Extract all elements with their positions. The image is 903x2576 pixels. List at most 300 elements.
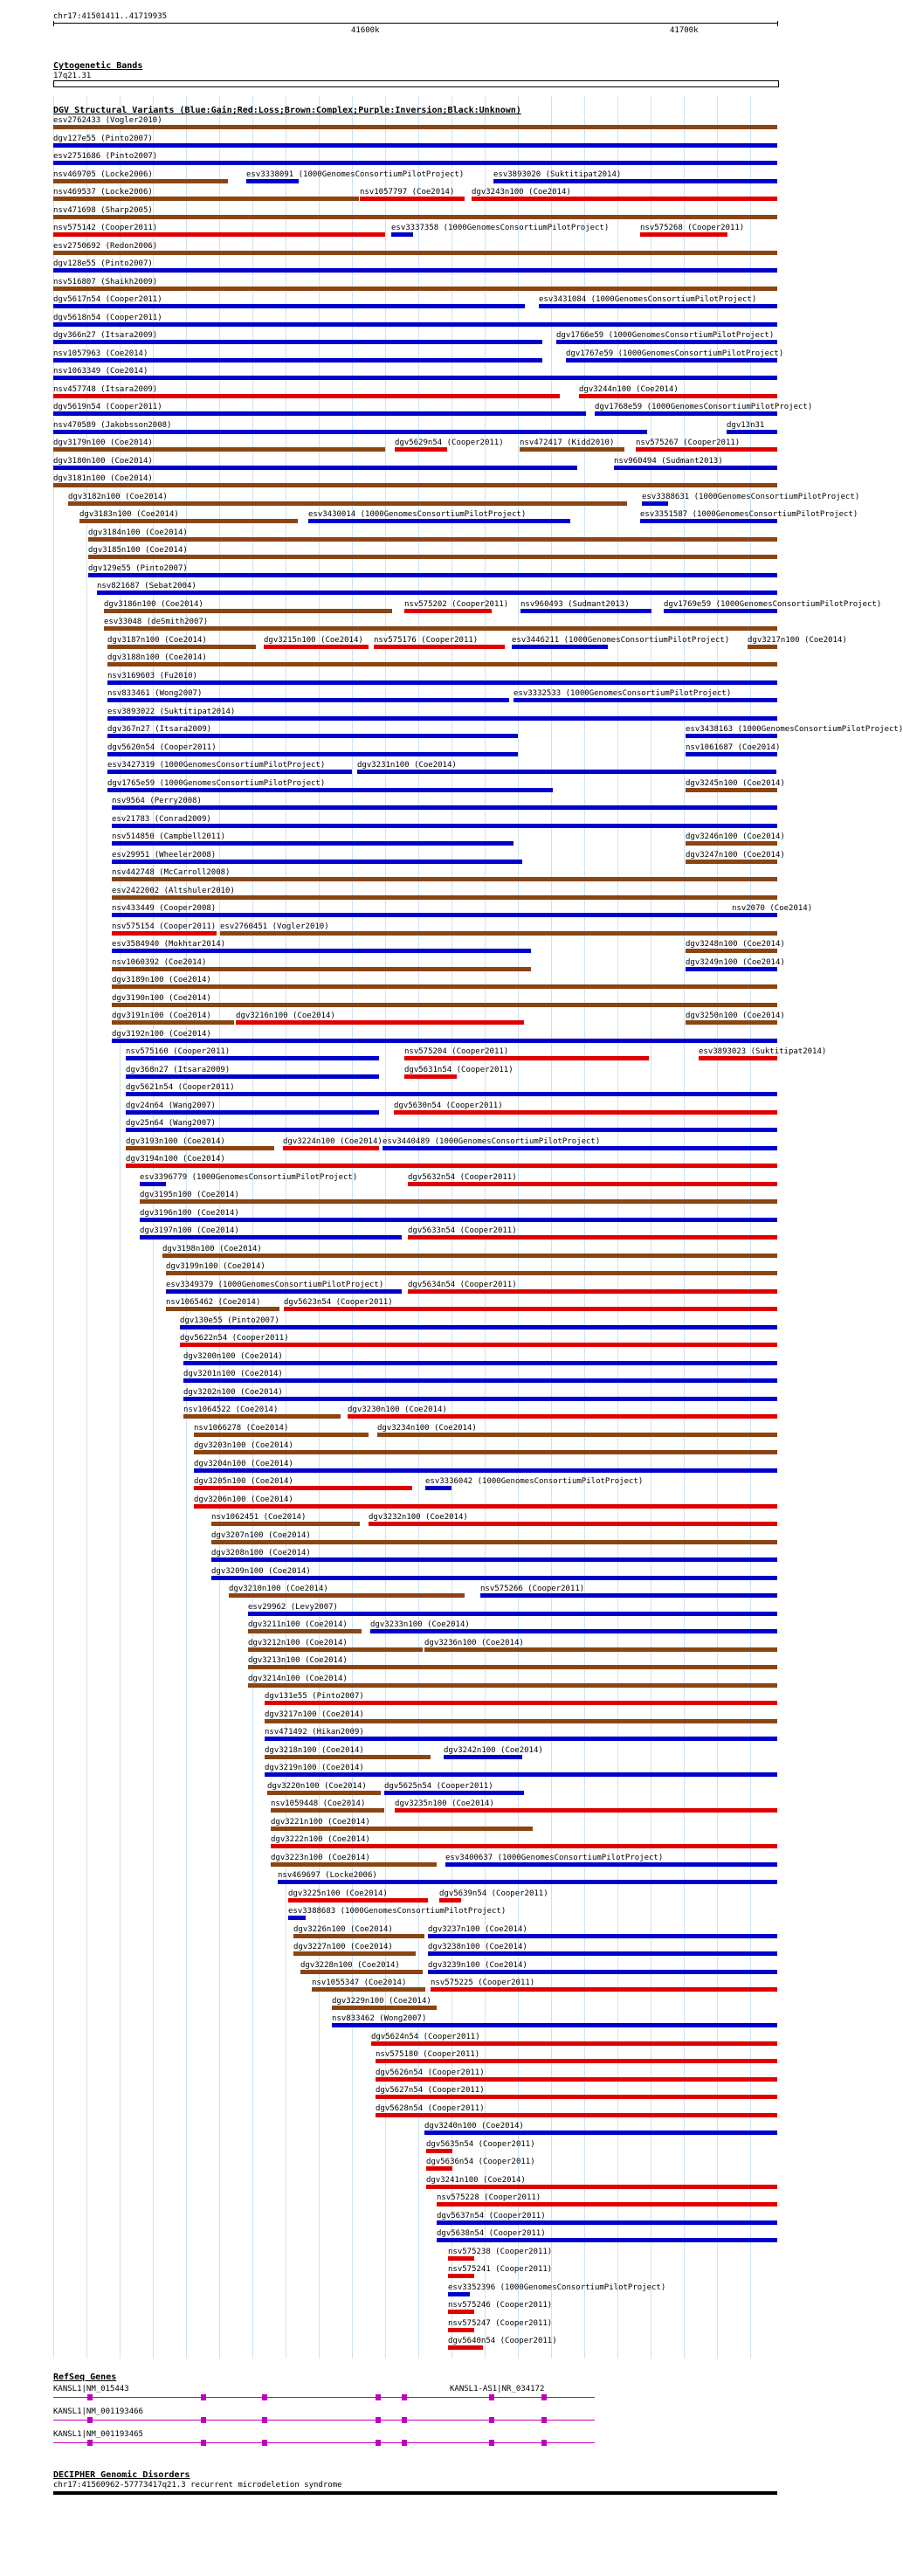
variant-label[interactable]: esv3400637 (1000GenomesConsortiumPilotProject) [445, 1853, 664, 1862]
variant-label[interactable]: dgv5623n54 (Cooper2011) [284, 1298, 393, 1307]
variant-label[interactable]: nsv3169603 (Fu2010) [107, 671, 197, 680]
variant-bar[interactable] [448, 2292, 470, 2296]
variant-label[interactable]: dgv5619n54 (Cooper2011) [53, 403, 162, 411]
variant-label[interactable]: esv3338091 (1000GenomesConsortiumPilotProject) [246, 169, 465, 179]
variant-bar[interactable] [288, 1898, 428, 1903]
variant-label[interactable]: dgv5622n54 (Cooper2011) [180, 1334, 289, 1343]
variant-bar[interactable] [112, 949, 531, 953]
variant-label[interactable]: dgv3227n100 (Coe2014) [293, 1943, 393, 1951]
variant-label[interactable]: dgv3203n100 (Coe2014) [194, 1441, 293, 1450]
variant-label[interactable]: dgv5627n54 (Cooper2011) [376, 2086, 485, 2095]
decipher-entry[interactable]: chr17:41560962-57773417q21.3 recurrent microdeletion syndrome [53, 2480, 342, 2490]
variant-bar[interactable] [194, 1468, 777, 1473]
variant-label[interactable]: esv3438163 (1000GenomesConsortiumPilotProject) [686, 725, 903, 734]
gene-line[interactable] [53, 2420, 595, 2421]
variant-label[interactable]: dgv5636n54 (Cooper2011) [426, 2158, 535, 2166]
variant-label[interactable]: esv29962 (Levy2007) [248, 1602, 338, 1612]
variant-label[interactable]: esv2422002 (Altshuler2010) [112, 886, 235, 895]
variant-label[interactable]: dgv3211n100 (Coe2014) [248, 1620, 348, 1629]
variant-bar[interactable] [107, 752, 518, 756]
variant-bar[interactable] [472, 197, 777, 201]
variant-bar[interactable] [595, 411, 777, 416]
variant-bar[interactable] [180, 1343, 777, 1347]
variant-label[interactable]: dgv3219n100 (Coe2014) [265, 1764, 364, 1772]
variant-label[interactable]: dgv3221n100 (Coe2014) [271, 1817, 370, 1827]
variant-label[interactable]: esv3351587 (1000GenomesConsortiumPilotProject) [640, 510, 858, 519]
variant-bar[interactable] [408, 1235, 777, 1240]
variant-label[interactable]: dgv3247n100 (Coe2014) [686, 850, 785, 860]
variant-label[interactable]: dgv3242n100 (Coe2014) [444, 1745, 543, 1755]
variant-label[interactable]: nsv1062451 (Coe2014) [211, 1513, 307, 1522]
variant-label[interactable]: esv21783 (Conrad2009) [112, 814, 211, 824]
variant-bar[interactable] [448, 2328, 474, 2332]
variant-bar[interactable] [332, 2023, 777, 2027]
variant-bar[interactable] [437, 2220, 777, 2225]
variant-label[interactable]: esv3893020 (Suktitipat2014) [493, 169, 622, 179]
variant-bar[interactable] [112, 805, 777, 810]
variant-label[interactable]: dgv5640n54 (Cooper2011) [448, 2337, 557, 2345]
variant-label[interactable]: dgv3187n100 (Coe2014) [107, 635, 207, 645]
variant-label[interactable]: nsv433449 (Cooper2008) [112, 904, 217, 913]
variant-label[interactable]: esv3427319 (1000GenomesConsortiumPilotProject) [107, 761, 326, 770]
variant-label[interactable]: esv3396779 (1000GenomesConsortiumPilotProject) [140, 1172, 358, 1182]
variant-bar[interactable] [428, 1951, 777, 1956]
variant-label[interactable]: nsv1061687 (Coe2014) [686, 742, 781, 752]
variant-label[interactable]: nsv575246 (Cooper2011) [448, 2301, 553, 2310]
variant-bar[interactable] [53, 447, 385, 452]
variant-bar[interactable] [376, 2113, 777, 2117]
variant-label[interactable]: dgv1767e59 (1000GenomesConsortiumPilotProject) [566, 349, 784, 358]
variant-bar[interactable] [727, 430, 777, 434]
variant-label[interactable]: dgv3231n100 (Coe2014) [357, 761, 457, 770]
variant-bar[interactable] [112, 1003, 777, 1007]
variant-label[interactable]: esv29951 (Wheeler2008) [112, 850, 217, 860]
variant-bar[interactable] [264, 645, 369, 649]
variant-label[interactable]: nsv575241 (Cooper2011) [448, 2265, 553, 2274]
variant-bar[interactable] [112, 895, 777, 900]
variant-bar[interactable] [383, 1146, 777, 1150]
variant-bar[interactable] [53, 322, 777, 327]
variant-bar[interactable] [194, 1450, 777, 1454]
variant-bar[interactable] [53, 394, 560, 398]
variant-label[interactable]: dgv1766e59 (1000GenomesConsortiumPilotProject) [556, 331, 775, 340]
variant-bar[interactable] [271, 1808, 384, 1813]
variant-bar[interactable] [53, 268, 777, 273]
gene-label[interactable]: KANSL1|NM_001193466 [53, 2407, 143, 2416]
variant-label[interactable]: esv3893023 (Suktitipat2014) [699, 1047, 827, 1056]
variant-bar[interactable] [126, 1056, 379, 1060]
variant-bar[interactable] [180, 1325, 777, 1329]
variant-bar[interactable] [79, 519, 298, 523]
variant-bar[interactable] [448, 2345, 483, 2350]
variant-bar[interactable] [248, 1612, 777, 1616]
variant-bar[interactable] [53, 143, 777, 148]
variant-label[interactable]: nsv960494 (Sudmant2013) [614, 456, 723, 466]
variant-bar[interactable] [126, 1164, 777, 1168]
variant-bar[interactable] [444, 1755, 522, 1759]
variant-bar[interactable] [426, 2185, 777, 2189]
variant-bar[interactable] [53, 304, 525, 308]
variant-label[interactable]: nsv470589 (Jakobsson2008) [53, 420, 172, 430]
variant-label[interactable]: nsv9564 (Perry2008) [112, 797, 202, 805]
variant-label[interactable]: dgv5632n54 (Cooper2011) [408, 1172, 517, 1182]
variant-bar[interactable] [211, 1540, 777, 1544]
variant-bar[interactable] [53, 466, 577, 470]
variant-label[interactable]: dgv130e55 (Pinto2007) [180, 1316, 279, 1325]
variant-label[interactable]: dgv5621n54 (Cooper2011) [126, 1083, 235, 1092]
variant-label[interactable]: esv2762433 (Vogler2010) [53, 116, 162, 125]
variant-label[interactable]: nsv469537 (Locke2006) [53, 188, 153, 197]
variant-bar[interactable] [686, 752, 777, 756]
variant-bar[interactable] [424, 2131, 777, 2135]
variant-label[interactable]: dgv5620n54 (Cooper2011) [107, 742, 217, 752]
variant-label[interactable]: dgv5634n54 (Cooper2011) [408, 1280, 517, 1289]
variant-label[interactable]: dgv3237n100 (Coe2014) [428, 1924, 527, 1934]
variant-label[interactable]: dgv3184n100 (Coe2014) [88, 528, 188, 537]
variant-label[interactable]: dgv367n27 (Itsara2009) [107, 725, 212, 734]
variant-bar[interactable] [248, 1647, 423, 1652]
variant-label[interactable]: dgv3236n100 (Coe2014) [424, 1638, 524, 1647]
variant-bar[interactable] [107, 734, 518, 738]
variant-label[interactable]: nsv442748 (McCarroll2008) [112, 868, 231, 877]
variant-bar[interactable] [395, 1808, 777, 1813]
variant-label[interactable]: esv2751686 (Pinto2007) [53, 152, 158, 161]
variant-bar[interactable] [271, 1844, 777, 1848]
variant-bar[interactable] [236, 1020, 524, 1025]
variant-bar[interactable] [183, 1361, 777, 1365]
variant-bar[interactable] [112, 824, 777, 828]
variant-label[interactable]: dgv3239n100 (Coe2014) [428, 1960, 527, 1970]
variant-bar[interactable] [556, 340, 777, 344]
variant-bar[interactable] [394, 1110, 777, 1115]
variant-label[interactable]: dgv3193n100 (Coe2014) [126, 1136, 225, 1146]
variant-bar[interactable] [53, 376, 777, 380]
variant-bar[interactable] [642, 501, 668, 506]
variant-label[interactable]: nsv575142 (Cooper2011) [53, 224, 158, 232]
variant-label[interactable]: dgv3218n100 (Coe2014) [265, 1745, 364, 1755]
variant-label[interactable]: esv3388683 (1000GenomesConsortiumPilotProject) [288, 1907, 507, 1916]
variant-bar[interactable] [183, 1397, 777, 1401]
variant-label[interactable]: dgv3181n100 (Coe2014) [53, 474, 153, 483]
variant-bar[interactable] [308, 519, 570, 523]
variant-label[interactable]: dgv3190n100 (Coe2014) [112, 993, 211, 1003]
variant-bar[interactable] [112, 913, 732, 917]
variant-label[interactable]: nsv457748 (Itsara2009) [53, 384, 158, 394]
variant-bar[interactable] [265, 1701, 777, 1705]
variant-bar[interactable] [246, 179, 299, 183]
variant-label[interactable]: nsv960493 (Sudmant2013) [520, 599, 630, 609]
variant-bar[interactable] [140, 1182, 166, 1186]
variant-label[interactable]: esv33048 (deSmith2007) [104, 618, 209, 626]
variant-label[interactable]: dgv3180n100 (Coe2014) [53, 456, 153, 466]
variant-bar[interactable] [748, 645, 777, 649]
variant-bar[interactable] [686, 949, 777, 953]
variant-label[interactable]: dgv3217n100 (Coe2014) [748, 635, 847, 645]
variant-label[interactable]: dgv3207n100 (Coe2014) [211, 1530, 311, 1540]
variant-bar[interactable] [520, 609, 651, 613]
variant-label[interactable]: dgv3215n100 (Coe2014) [264, 635, 363, 645]
variant-bar[interactable] [107, 716, 777, 721]
variant-label[interactable]: dgv3201n100 (Coe2014) [183, 1370, 283, 1378]
variant-bar[interactable] [374, 645, 505, 649]
variant-label[interactable]: dgv5633n54 (Cooper2011) [408, 1226, 517, 1235]
variant-label[interactable]: dgv3194n100 (Coe2014) [126, 1155, 225, 1164]
gene-line[interactable] [53, 2442, 595, 2443]
variant-bar[interactable] [265, 1772, 777, 1777]
variant-label[interactable]: dgv3196n100 (Coe2014) [140, 1208, 239, 1218]
variant-bar[interactable] [377, 1433, 777, 1437]
variant-bar[interactable] [53, 287, 777, 291]
variant-label[interactable]: nsv575228 (Cooper2011) [437, 2193, 541, 2202]
variant-label[interactable]: dgv1769e59 (1000GenomesConsortiumPilotProject) [664, 599, 882, 609]
variant-bar[interactable] [68, 501, 627, 506]
variant-bar[interactable] [104, 609, 392, 613]
variant-bar[interactable] [480, 1593, 777, 1598]
variant-label[interactable]: dgv3185n100 (Coe2014) [88, 546, 188, 555]
variant-bar[interactable] [376, 2095, 777, 2099]
variant-label[interactable]: nsv472417 (Kidd2010) [520, 439, 615, 447]
variant-bar[interactable] [88, 537, 777, 542]
variant-label[interactable]: dgv3213n100 (Coe2014) [248, 1656, 348, 1665]
variant-bar[interactable] [686, 1020, 777, 1025]
variant-bar[interactable] [384, 1791, 524, 1795]
variant-label[interactable]: nsv514850 (Campbell2011) [112, 832, 226, 841]
variant-label[interactable]: dgv3220n100 (Coe2014) [267, 1781, 367, 1791]
variant-bar[interactable] [404, 1056, 649, 1060]
gene-label[interactable]: KANSL1|NM_015443 [53, 2384, 129, 2393]
variant-bar[interactable] [229, 1593, 465, 1598]
variant-bar[interactable] [166, 1289, 402, 1294]
variant-bar[interactable] [566, 358, 777, 363]
variant-label[interactable]: nsv1066278 (Coe2014) [194, 1423, 289, 1433]
variant-bar[interactable] [53, 358, 542, 363]
variant-bar[interactable] [166, 1271, 777, 1275]
variant-bar[interactable] [140, 1218, 777, 1222]
variant-bar[interactable] [448, 2310, 474, 2314]
variant-bar[interactable] [248, 1665, 777, 1669]
variant-bar[interactable] [408, 1289, 777, 1294]
variant-label[interactable]: nsv821687 (Sebat2004) [97, 582, 196, 590]
variant-bar[interactable] [284, 1307, 777, 1311]
variant-bar[interactable] [140, 1199, 777, 1204]
variant-label[interactable]: esv3349379 (1000GenomesConsortiumPilotProject) [166, 1280, 384, 1289]
variant-label[interactable]: esv3332533 (1000GenomesConsortiumPilotProject) [514, 689, 732, 698]
variant-label[interactable]: dgv3222n100 (Coe2014) [271, 1835, 370, 1844]
variant-bar[interactable] [686, 788, 777, 792]
variant-label[interactable]: esv3446211 (1000GenomesConsortiumPilotProject) [512, 635, 730, 645]
variant-bar[interactable] [408, 1182, 777, 1186]
variant-bar[interactable] [579, 394, 777, 398]
variant-bar[interactable] [126, 1110, 379, 1115]
variant-bar[interactable] [166, 1307, 279, 1311]
variant-label[interactable]: dgv3228n100 (Coe2014) [300, 1960, 400, 1970]
variant-bar[interactable] [426, 2149, 452, 2153]
variant-bar[interactable] [686, 860, 777, 864]
variant-bar[interactable] [514, 698, 777, 702]
variant-label[interactable]: dgv3235n100 (Coe2014) [395, 1799, 494, 1808]
variant-bar[interactable] [53, 215, 777, 219]
variant-label[interactable]: dgv3250n100 (Coe2014) [686, 1012, 785, 1020]
variant-bar[interactable] [699, 1056, 777, 1060]
variant-bar[interactable] [370, 1629, 777, 1633]
variant-label[interactable]: dgv13n31 [727, 420, 765, 430]
variant-label[interactable]: nsv575180 (Cooper2011) [376, 2050, 480, 2059]
variant-label[interactable]: dgv3179n100 (Coe2014) [53, 439, 153, 447]
variant-label[interactable]: dgv3188n100 (Coe2014) [107, 653, 207, 662]
variant-label[interactable]: dgv3226n100 (Coe2014) [293, 1924, 393, 1934]
variant-bar[interactable] [53, 411, 586, 416]
variant-bar[interactable] [426, 2166, 452, 2171]
variant-label[interactable]: dgv5624n54 (Cooper2011) [371, 2032, 480, 2041]
variant-bar[interactable] [211, 1576, 777, 1580]
variant-label[interactable]: nsv575204 (Cooper2011) [404, 1047, 509, 1056]
variant-label[interactable]: dgv368n27 (Itsara2009) [126, 1065, 231, 1074]
variant-label[interactable]: dgv3197n100 (Coe2014) [140, 1226, 239, 1235]
variant-label[interactable]: dgv366n27 (Itsara2009) [53, 331, 158, 340]
variant-label[interactable]: dgv1765e59 (1000GenomesConsortiumPilotProject) [107, 778, 326, 788]
variant-label[interactable]: dgv3204n100 (Coe2014) [194, 1459, 293, 1468]
variant-label[interactable]: dgv3249n100 (Coe2014) [686, 957, 785, 967]
variant-bar[interactable] [357, 770, 776, 774]
variant-label[interactable]: dgv3229n100 (Coe2014) [332, 1996, 431, 2006]
variant-bar[interactable] [404, 1074, 457, 1079]
variant-bar[interactable] [424, 1647, 777, 1652]
variant-label[interactable]: dgv5631n54 (Cooper2011) [404, 1065, 514, 1074]
variant-label[interactable]: dgv128e55 (Pinto2007) [53, 259, 153, 268]
variant-label[interactable]: nsv1063349 (Coe2014) [53, 367, 148, 376]
variant-label[interactable]: dgv3205n100 (Coe2014) [194, 1477, 293, 1486]
variant-label[interactable]: dgv5638n54 (Cooper2011) [437, 2229, 546, 2238]
variant-label[interactable]: dgv3244n100 (Coe2014) [579, 384, 679, 394]
variant-bar[interactable] [267, 1791, 381, 1795]
variant-bar[interactable] [640, 232, 727, 237]
variant-label[interactable]: dgv3216n100 (Coe2014) [236, 1012, 335, 1020]
variant-label[interactable]: dgv3183n100 (Coe2014) [79, 510, 179, 519]
variant-bar[interactable] [448, 2256, 474, 2261]
variant-label[interactable]: esv3430014 (1000GenomesConsortiumPilotProject) [308, 510, 527, 519]
variant-label[interactable]: nsv1057963 (Coe2014) [53, 349, 148, 358]
variant-label[interactable]: dgv3195n100 (Coe2014) [140, 1191, 239, 1199]
variant-label[interactable]: dgv129e55 (Pinto2007) [88, 563, 188, 573]
variant-label[interactable]: nsv833461 (Wong2007) [107, 689, 203, 698]
variant-bar[interactable] [732, 913, 777, 917]
variant-label[interactable]: dgv3217n100 (Coe2014) [265, 1709, 364, 1719]
variant-label[interactable]: dgv131e55 (Pinto2007) [265, 1692, 364, 1701]
variant-label[interactable]: esv3337358 (1000GenomesConsortiumPilotProject) [391, 224, 610, 232]
variant-bar[interactable] [126, 1074, 379, 1079]
variant-bar[interactable] [107, 645, 256, 649]
variant-label[interactable]: dgv3186n100 (Coe2014) [104, 599, 203, 609]
variant-bar[interactable] [107, 662, 777, 666]
variant-label[interactable]: dgv5639n54 (Cooper2011) [439, 1889, 548, 1898]
variant-label[interactable]: dgv3248n100 (Coe2014) [686, 940, 785, 949]
variant-label[interactable]: nsv469697 (Locke2006) [278, 1871, 377, 1880]
variant-bar[interactable] [53, 430, 647, 434]
variant-label[interactable]: dgv5618n54 (Cooper2011) [53, 313, 162, 322]
variant-bar[interactable] [437, 2238, 777, 2242]
decipher-bar[interactable] [53, 2491, 777, 2495]
variant-label[interactable]: dgv3192n100 (Coe2014) [112, 1029, 211, 1039]
variant-bar[interactable] [88, 555, 777, 559]
gene-line[interactable] [53, 2397, 595, 2398]
variant-label[interactable]: dgv3210n100 (Coe2014) [229, 1585, 328, 1593]
variant-bar[interactable] [376, 2077, 777, 2082]
variant-bar[interactable] [445, 1862, 777, 1867]
variant-label[interactable]: nsv575154 (Cooper2011) [112, 922, 217, 931]
variant-label[interactable]: dgv5617n54 (Cooper2011) [53, 295, 162, 304]
variant-bar[interactable] [428, 1934, 777, 1938]
variant-bar[interactable] [332, 2006, 437, 2010]
variant-bar[interactable] [183, 1414, 341, 1419]
variant-label[interactable]: dgv5625n54 (Cooper2011) [384, 1781, 493, 1791]
variant-bar[interactable] [53, 161, 777, 165]
variant-bar[interactable] [248, 1683, 777, 1688]
variant-bar[interactable] [300, 1970, 423, 1974]
variant-label[interactable]: dgv5626n54 (Cooper2011) [376, 2068, 485, 2077]
variant-bar[interactable] [265, 1755, 431, 1759]
gene-label[interactable]: KANSL1|NM_001193465 [53, 2429, 143, 2439]
variant-label[interactable]: dgv3189n100 (Coe2014) [112, 976, 211, 984]
variant-label[interactable]: dgv3243n100 (Coe2014) [472, 188, 571, 197]
variant-bar[interactable] [126, 1146, 274, 1150]
variant-bar[interactable] [640, 519, 777, 523]
variant-bar[interactable] [107, 680, 777, 685]
variant-label[interactable]: dgv3209n100 (Coe2014) [211, 1566, 311, 1576]
variant-bar[interactable] [395, 447, 447, 452]
variant-label[interactable]: nsv2070 (Coe2014) [732, 904, 813, 913]
variant-label[interactable]: dgv127e55 (Pinto2007) [53, 134, 153, 143]
variant-label[interactable]: dgv3233n100 (Coe2014) [370, 1620, 470, 1629]
variant-label[interactable]: dgv24n64 (Wang2007) [126, 1101, 216, 1110]
variant-label[interactable]: dgv5637n54 (Cooper2011) [437, 2211, 546, 2220]
variant-bar[interactable] [283, 1146, 379, 1150]
variant-label[interactable]: dgv3199n100 (Coe2014) [166, 1262, 265, 1271]
variant-label[interactable]: nsv575176 (Cooper2011) [374, 635, 479, 645]
variant-bar[interactable] [104, 626, 777, 631]
variant-bar[interactable] [107, 698, 509, 702]
variant-bar[interactable] [126, 1092, 777, 1096]
variant-bar[interactable] [686, 841, 777, 846]
variant-label[interactable]: dgv3224n100 (Coe2014) [283, 1136, 383, 1146]
variant-label[interactable]: nsv516807 (Shaikh2009) [53, 277, 158, 287]
variant-bar[interactable] [107, 770, 352, 774]
variant-bar[interactable] [112, 1039, 777, 1043]
variant-bar[interactable] [539, 304, 777, 308]
variant-label[interactable]: dgv3208n100 (Coe2014) [211, 1549, 311, 1557]
variant-bar[interactable] [112, 984, 777, 989]
variant-bar[interactable] [140, 1235, 402, 1240]
variant-bar[interactable] [112, 841, 514, 846]
variant-bar[interactable] [376, 2059, 777, 2063]
variant-bar[interactable] [126, 1128, 777, 1132]
variant-bar[interactable] [348, 1414, 777, 1419]
variant-label[interactable]: dgv5629n54 (Cooper2011) [395, 439, 504, 447]
variant-label[interactable]: dgv5628n54 (Cooper2011) [376, 2103, 485, 2113]
variant-bar[interactable] [404, 609, 492, 613]
variant-bar[interactable] [107, 788, 553, 792]
variant-bar[interactable] [112, 877, 777, 881]
variant-bar[interactable] [425, 1486, 452, 1490]
variant-bar[interactable] [431, 1987, 777, 1992]
variant-label[interactable]: nsv575160 (Cooper2011) [126, 1047, 231, 1056]
variant-bar[interactable] [183, 1378, 777, 1383]
variant-label[interactable]: esv3584940 (Mokhtar2014) [112, 940, 226, 949]
variant-label[interactable]: esv3352396 (1000GenomesConsortiumPilotProject) [448, 2282, 666, 2292]
variant-bar[interactable] [211, 1557, 777, 1562]
variant-label[interactable]: dgv1768e59 (1000GenomesConsortiumPilotProject) [595, 403, 813, 411]
variant-label[interactable]: nsv1064522 (Coe2014) [183, 1405, 279, 1414]
variant-label[interactable]: nsv1060392 (Coe2014) [112, 957, 207, 967]
